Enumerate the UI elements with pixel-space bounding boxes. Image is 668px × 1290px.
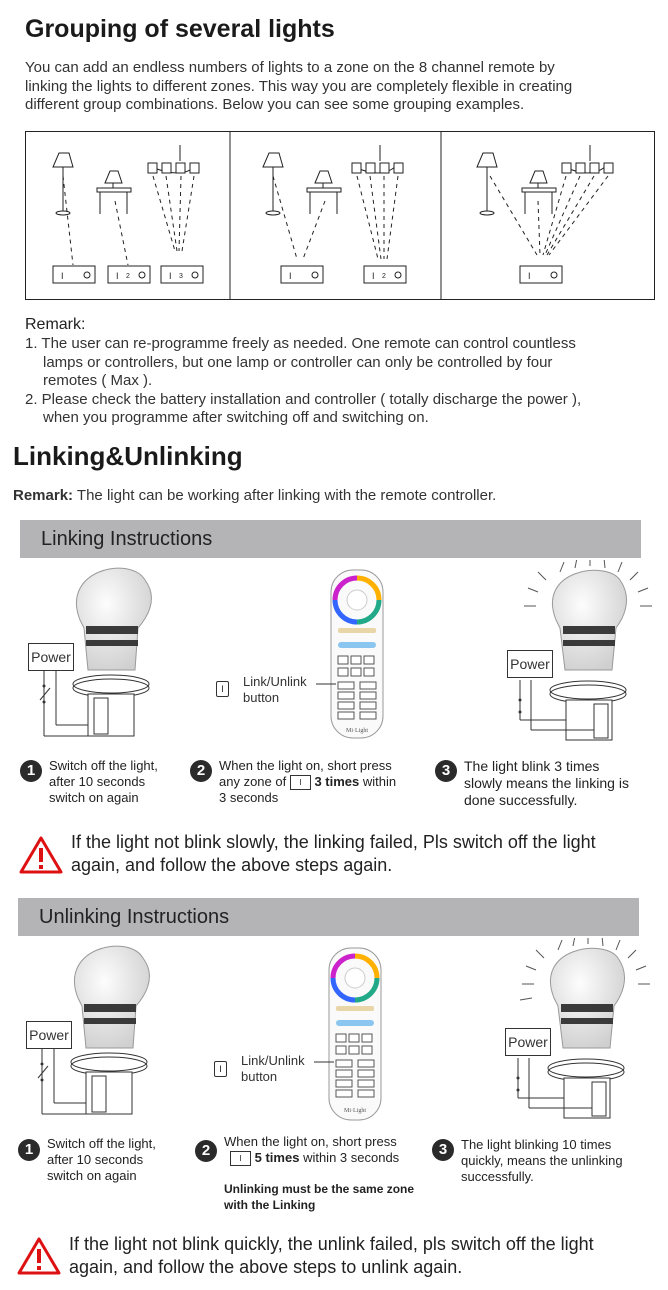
remark-label: Remark: <box>13 487 74 504</box>
warning-line: If the light not blink quickly, the unlink failed, pls switch off the light <box>69 1234 594 1254</box>
unlinking-warning <box>69 1233 594 1279</box>
unlinking-instructions-bar <box>18 898 639 936</box>
step-line: quickly, means the unlinking <box>461 1153 623 1168</box>
link-button-label <box>241 1053 305 1085</box>
linking-remark <box>13 487 496 504</box>
unlinking-illustrations <box>18 938 658 1138</box>
remark-item-1-cont: remotes ( Max ). <box>43 372 153 389</box>
section-title-grouping: Grouping of several lights <box>25 15 335 43</box>
power-box: Power <box>28 643 74 671</box>
step-line: switch on again <box>49 790 139 805</box>
warning-line: again, and follow the above steps to unlink again. <box>69 1257 463 1277</box>
remote-brand: Mi·Light <box>344 1108 366 1114</box>
remark-list <box>25 335 655 428</box>
svg-text:I: I <box>116 271 119 281</box>
link-step-2 <box>219 758 429 806</box>
step-number: 1 <box>18 1139 40 1161</box>
warning-icon <box>19 835 63 875</box>
bar-title: Linking Instructions <box>41 528 213 550</box>
zone-key: I <box>216 681 229 697</box>
remark-item-2: 2. Please check the battery installation and controller ( totally discharge the power ), <box>25 390 582 408</box>
zone-key: I <box>290 775 311 790</box>
power-box: Power <box>26 1021 72 1049</box>
step-line <box>224 1150 444 1166</box>
step-bold: 3 times <box>314 774 360 789</box>
svg-text:I: I <box>169 271 172 281</box>
step-number: 1 <box>20 760 42 782</box>
link-button-label <box>243 674 307 706</box>
step-number: 3 <box>432 1139 454 1161</box>
linking-instructions-bar <box>20 520 641 558</box>
step-text-part: any zone of <box>219 774 287 789</box>
step-line: after 10 seconds <box>47 1152 144 1167</box>
step-line: successfully. <box>461 1169 534 1184</box>
step-line: When the light on, short press <box>219 758 392 773</box>
zone-number: 2 <box>126 273 130 280</box>
svg-text:I: I <box>289 271 292 281</box>
step-line: switch on again <box>47 1168 137 1183</box>
link-button-label-1: Link/Unlink <box>241 1053 305 1068</box>
link-button-label-2: button <box>243 690 280 705</box>
remark-item-1: 1. The user can re-programme freely as needed. One remote can control countless <box>25 335 576 352</box>
warning-line: If the light not blink slowly, the linking failed, Pls switch off the light <box>71 832 596 852</box>
step-number: 2 <box>195 1140 217 1162</box>
step-line: 3 seconds <box>219 790 279 806</box>
step-line: after 10 seconds <box>49 774 146 789</box>
zone-key: I <box>230 1151 251 1166</box>
step-line: The light blinking 10 times <box>461 1137 612 1152</box>
intro-line: different group combinations. Below you can see some grouping examples. <box>25 96 525 113</box>
link-button-label-1: Link/Unlink <box>243 674 307 689</box>
intro-line: You can add an endless numbers of lights to a zone on the 8 channel remote by <box>25 59 555 76</box>
unlink-step-2 <box>224 1134 444 1166</box>
step-bold: 5 times <box>254 1150 300 1165</box>
remote-control-illustration <box>314 948 381 1120</box>
step-line: done successfully. <box>464 792 578 808</box>
unlink-note <box>224 1181 414 1213</box>
zone-number: 2 <box>382 273 386 280</box>
linking-illustrations <box>20 560 660 760</box>
intro-line: linking the lights to different zones. This way you are completely flexible in creating <box>25 77 573 95</box>
note-line: Unlinking must be the same zone <box>224 1182 415 1196</box>
remark-title: Remark: <box>25 316 86 333</box>
warning-icon <box>17 1236 61 1276</box>
zone-key: I <box>214 1061 227 1077</box>
panel-3-remotes <box>520 266 562 283</box>
step-number: 3 <box>435 760 457 782</box>
remote-brand: Mi·Light <box>346 728 368 734</box>
step-text-part: within 3 seconds <box>303 1150 400 1165</box>
link-step-3 <box>464 758 629 809</box>
step-line: Switch off the light, <box>47 1136 156 1151</box>
linking-warning <box>71 831 596 877</box>
unlink-step-3 <box>461 1137 623 1185</box>
step-line <box>219 774 429 790</box>
remote-control-illustration <box>316 570 383 738</box>
svg-text:I: I <box>528 271 531 281</box>
section-title-linking: Linking&Unlinking <box>13 441 243 471</box>
step-number: 2 <box>190 760 212 782</box>
remark-item-1-cont: lamps or controllers, but one lamp or controller can only be controlled by four <box>43 353 553 371</box>
step-line: slowly means the linking is <box>464 775 629 791</box>
step-line: When the light on, short press <box>224 1134 397 1149</box>
grouping-diagram <box>25 131 655 300</box>
remark-item-2-cont: when you programme after switching off and switching on. <box>43 409 429 426</box>
note-line: with the Linking <box>224 1198 316 1212</box>
svg-text:I: I <box>372 271 375 281</box>
power-box: Power <box>505 1028 551 1056</box>
link-step-1 <box>49 758 158 806</box>
warning-line: again, and follow the above steps again. <box>71 855 393 875</box>
svg-text:I: I <box>61 271 64 281</box>
link-button-label-2: button <box>241 1069 278 1084</box>
grouping-intro <box>25 59 645 115</box>
unlink-step-1 <box>47 1136 156 1184</box>
zone-number: 3 <box>179 273 183 280</box>
panel-1-remotes <box>53 266 203 283</box>
remark-text: The light can be working after linking with the remote controller. <box>73 487 497 504</box>
power-box: Power <box>507 650 553 678</box>
bar-title: Unlinking Instructions <box>39 906 230 928</box>
step-line: The light blink 3 times <box>464 758 600 774</box>
step-line: Switch off the light, <box>49 758 158 773</box>
step-text-part: within <box>362 774 397 789</box>
